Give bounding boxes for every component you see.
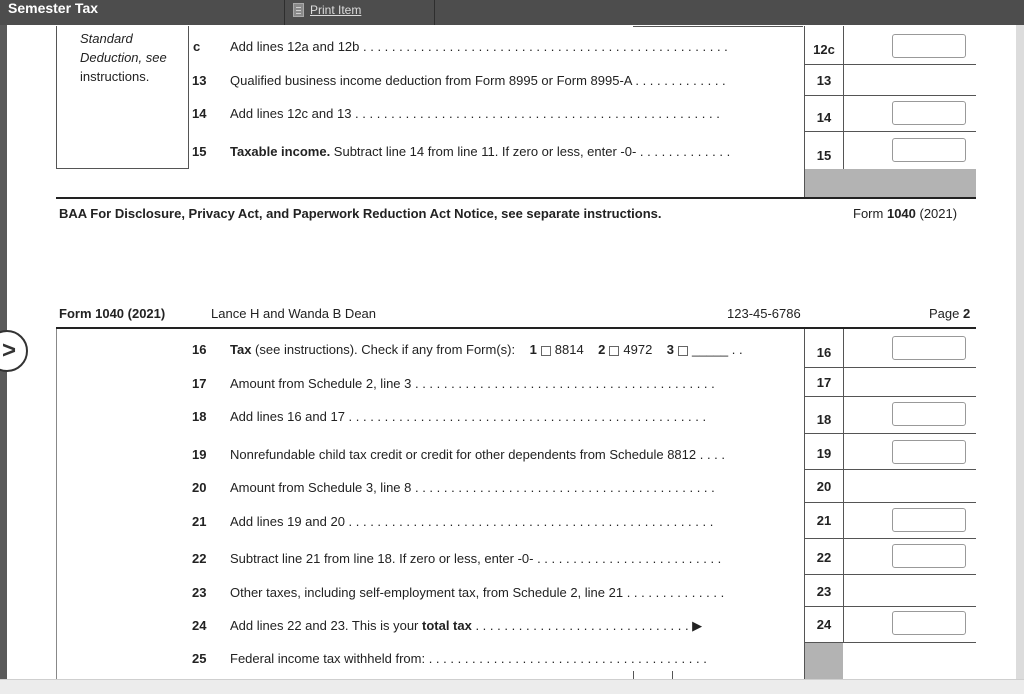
line-description [230, 144, 802, 159]
line-16-input[interactable] [892, 336, 966, 360]
page-num: 2 [963, 306, 971, 321]
box-number: 24 [816, 617, 832, 632]
line-number: 18 [192, 409, 207, 424]
rule [633, 26, 803, 27]
row-rule [804, 64, 976, 65]
row-rule [804, 367, 976, 368]
line-description-text: Subtract line 14 from line 11. If zero or less, enter -0- . . . . . . . . . . . . . [330, 144, 731, 159]
print-document-icon [293, 3, 304, 17]
std-deduction-label: Deduction, see [80, 50, 167, 65]
toolbar-divider [284, 0, 285, 25]
horizontal-scrollbar[interactable] [0, 679, 1024, 694]
line-number: 19 [192, 447, 207, 462]
page2-form-label: Form 1040 (2021) [59, 306, 166, 321]
toolbar-divider [434, 0, 435, 25]
taxpayer-ssn: 123-45-6786 [727, 306, 801, 321]
box-number: 21 [816, 513, 832, 528]
line-number: 13 [192, 73, 207, 88]
line-description-tail: . . . . . . . . . . . . . . . . . . . . . . . . . . . . . . ▶ [471, 618, 703, 633]
line-number: 20 [192, 480, 207, 495]
row-rule [804, 433, 976, 434]
chevron-right-icon: > [2, 337, 17, 364]
std-deduction-label: Standard [80, 31, 133, 46]
row-rule [804, 538, 976, 539]
page-border [56, 329, 57, 679]
line-21-input[interactable] [892, 508, 966, 532]
line-description: Add lines 19 and 20 . . . . . . . . . . . . . . . . . . . . . . . . . . . . . . . . . . . . . . . . . . . . . . . . . . . [230, 514, 714, 529]
box-number: 16 [816, 345, 832, 360]
line-14-input[interactable] [892, 101, 966, 125]
form-number: 1040 [886, 206, 916, 221]
line-description: Amount from Schedule 3, line 8 . . . . . . . . . . . . . . . . . . . . . . . . . . . . . . . . . . . . . . . . . . [230, 480, 715, 495]
option-label: 8814 [554, 342, 584, 357]
line-description-text: Add lines 22 and 23. This is your [230, 618, 419, 633]
box-number: 19 [816, 446, 832, 461]
line-number: 25 [192, 651, 207, 666]
sub-column-tick [633, 671, 634, 679]
line-description-bold: Taxable income. [230, 144, 331, 159]
line-number: 16 [192, 342, 207, 357]
line-15-input[interactable] [892, 138, 966, 162]
page1-form-id [853, 206, 957, 221]
line-22-input[interactable] [892, 544, 966, 568]
form-year: (2021) [915, 206, 958, 221]
line-description-bold: Tax [230, 342, 252, 357]
std-deduction-border [56, 168, 189, 169]
footer-rule [56, 197, 976, 199]
box-number: 17 [816, 375, 832, 390]
row-rule [804, 396, 976, 397]
std-deduction-border [56, 26, 57, 169]
box-number: 13 [816, 73, 832, 88]
shaded-cell [805, 169, 976, 197]
form-prefix: Form [853, 206, 884, 221]
line-number: 14 [192, 106, 207, 121]
option-number: 1 [529, 342, 537, 357]
line-description: Add lines 16 and 17 . . . . . . . . . . . . . . . . . . . . . . . . . . . . . . . . . . . . . . . . . . . . . . . . . . [230, 409, 707, 424]
print-item-label: Print Item [310, 3, 362, 17]
line-description: Federal income tax withheld from: . . . . . . . . . . . . . . . . . . . . . . . . . . . . . . . . . . . . . . . [230, 651, 707, 666]
title-bar [0, 0, 1024, 25]
other-form-checkbox[interactable] [678, 346, 688, 356]
line-number: 23 [192, 585, 207, 600]
privacy-notice: BAA For Disclosure, Privacy Act, and Paperwork Reduction Act Notice, see separate instructions. [59, 206, 662, 221]
row-rule [804, 95, 976, 96]
line-description-text: (see instructions). Check if any from Form(s): [251, 342, 516, 357]
std-deduction-label: instructions. [80, 69, 150, 84]
row-rule [804, 469, 976, 470]
line-description [230, 618, 802, 634]
row-rule [804, 606, 976, 607]
page-number [929, 306, 970, 321]
line-number: 17 [192, 376, 207, 391]
row-rule [804, 502, 976, 503]
line-16-tail: _____ . . [692, 342, 743, 357]
line-description: Qualified business income deduction from Form 8995 or Form 8995-A . . . . . . . . . . . . . [230, 73, 726, 88]
std-deduction-border [188, 26, 189, 169]
box-number: 14 [816, 110, 832, 125]
line-description: Other taxes, including self-employment tax, from Schedule 2, line 21 . . . . . . . . . . . . . . [230, 585, 725, 600]
row-rule [804, 574, 976, 575]
print-item-button[interactable] [293, 1, 361, 19]
line-12c-input[interactable] [892, 34, 966, 58]
line-description: Subtract line 21 from line 18. If zero or less, enter -0- . . . . . . . . . . . . . . . . . . . . . . . . . . [230, 551, 722, 566]
option-number: 2 [598, 342, 606, 357]
line-number: 15 [192, 144, 207, 159]
line-number: 24 [192, 618, 207, 633]
line-description-bold: total tax [422, 618, 472, 633]
header-rule [56, 327, 976, 329]
sub-column-tick [672, 671, 673, 679]
line-description: Nonrefundable child tax credit or credit for other dependents from Schedule 8812 . . . . [230, 447, 726, 462]
line-number: c [193, 39, 201, 54]
box-number: 18 [816, 412, 832, 427]
row-rule [804, 131, 976, 132]
box-number: 12c [813, 42, 835, 57]
taxpayer-names: Lance H and Wanda B Dean [211, 306, 377, 321]
form-8814-checkbox[interactable] [541, 346, 551, 356]
line-19-input[interactable] [892, 440, 966, 464]
box-number: 15 [816, 148, 832, 163]
page-prefix: Page [929, 306, 960, 321]
box-column-border [843, 329, 844, 642]
box-number: 22 [816, 550, 832, 565]
line-24-input[interactable] [892, 611, 966, 635]
app-title: Semester Tax [8, 0, 99, 16]
line-description: Add lines 12a and 12b . . . . . . . . . . . . . . . . . . . . . . . . . . . . . . . . . . . . . . . . . . . . . . . . . . . [230, 39, 728, 54]
form-4972-checkbox[interactable] [609, 346, 619, 356]
box-number: 23 [816, 584, 832, 599]
prev-page-button[interactable] [0, 330, 28, 372]
option-number: 3 [666, 342, 675, 357]
box-number: 20 [816, 479, 832, 494]
line-number: 22 [192, 551, 207, 566]
line-number: 21 [192, 514, 207, 529]
box-column-border [843, 26, 844, 171]
line-16-description [230, 342, 802, 357]
line-description: Add lines 12c and 13 . . . . . . . . . . . . . . . . . . . . . . . . . . . . . . . . . . . . . . . . . . . . . . . . . . . [230, 106, 720, 121]
shaded-cell [805, 643, 843, 679]
line-18-input[interactable] [892, 402, 966, 426]
right-scrollbar[interactable] [1016, 25, 1024, 693]
line-description: Amount from Schedule 2, line 3 . . . . . . . . . . . . . . . . . . . . . . . . . . . . . . . . . . . . . . . . . . [230, 376, 715, 391]
option-label: 4972 [623, 342, 653, 357]
